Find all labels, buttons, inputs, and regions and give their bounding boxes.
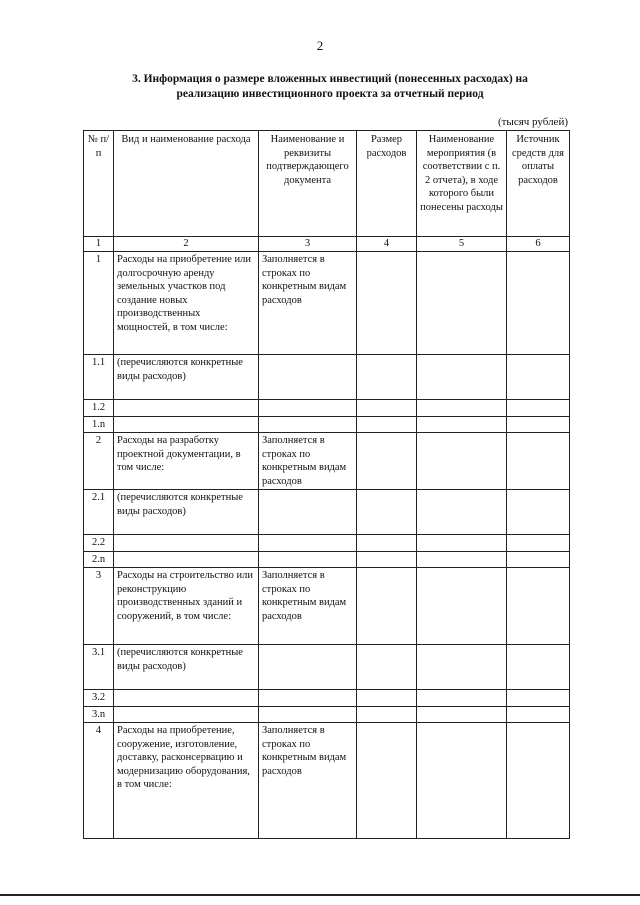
event-cell xyxy=(417,645,507,690)
document-cell xyxy=(259,706,357,723)
amount-cell xyxy=(357,416,417,433)
source-cell xyxy=(507,400,570,417)
amount-cell xyxy=(357,400,417,417)
expense-kind-cell: Расходы на приобретение или долгосрочную аренду земельных участков под создание новых производственных мощностей, в том числе: xyxy=(114,252,259,355)
source-cell xyxy=(507,433,570,490)
row-number-cell: 1.2 xyxy=(84,400,114,417)
section-title-line-2: реализацию инвестиционного проекта за отчетный период xyxy=(176,88,484,100)
expense-kind-cell: Расходы на строительство или реконструкцию производственных зданий и сооружений, в том числе: xyxy=(114,568,259,645)
source-cell xyxy=(507,490,570,535)
header-cell-source: Источник средств для оплаты расходов xyxy=(507,131,570,237)
document-cell: Заполняется в строках по конкретным видам расходов xyxy=(259,433,357,490)
source-cell xyxy=(507,252,570,355)
table-row xyxy=(84,706,570,723)
amount-cell xyxy=(357,355,417,400)
table-row xyxy=(84,723,570,839)
source-cell xyxy=(507,355,570,400)
table-row xyxy=(84,433,570,490)
table-row xyxy=(84,252,570,355)
investment-table xyxy=(83,130,570,839)
event-cell xyxy=(417,355,507,400)
row-number-cell: 1.n xyxy=(84,416,114,433)
expense-kind-cell: Расходы на разработку проектной документации, в том числе: xyxy=(114,433,259,490)
document-cell xyxy=(259,355,357,400)
event-cell xyxy=(417,535,507,552)
row-number-cell: 1.1 xyxy=(84,355,114,400)
amount-cell xyxy=(357,723,417,839)
source-cell xyxy=(507,535,570,552)
expense-kind-cell: (перечисляются конкретные виды расходов) xyxy=(114,645,259,690)
header-row xyxy=(84,131,570,237)
table-row xyxy=(84,355,570,400)
amount-cell xyxy=(357,568,417,645)
column-number-row xyxy=(84,237,570,252)
table-row xyxy=(84,416,570,433)
column-number: 3 xyxy=(259,237,357,252)
amount-cell xyxy=(357,706,417,723)
header-cell-kind: Вид и наименование расхода xyxy=(114,131,259,237)
event-cell xyxy=(417,568,507,645)
table-row xyxy=(84,568,570,645)
amount-cell xyxy=(357,645,417,690)
expense-kind-cell xyxy=(114,400,259,417)
bottom-rule xyxy=(0,894,640,896)
row-number-cell: 2.2 xyxy=(84,535,114,552)
document-cell: Заполняется в строках по конкретным видам расходов xyxy=(259,568,357,645)
document-cell xyxy=(259,400,357,417)
row-number-cell: 2.1 xyxy=(84,490,114,535)
table-body xyxy=(84,252,570,839)
expense-kind-cell xyxy=(114,551,259,568)
header-cell-event: Наименование мероприятия (в соответствии с п. 2 отчета), в ходе которого были понесены расходы xyxy=(417,131,507,237)
event-cell xyxy=(417,690,507,707)
document-cell xyxy=(259,645,357,690)
amount-cell xyxy=(357,690,417,707)
expense-kind-cell xyxy=(114,535,259,552)
column-number: 6 xyxy=(507,237,570,252)
source-cell xyxy=(507,690,570,707)
expense-kind-cell: (перечисляются конкретные виды расходов) xyxy=(114,355,259,400)
row-number-cell: 4 xyxy=(84,723,114,839)
document-cell xyxy=(259,690,357,707)
document-cell xyxy=(259,416,357,433)
document-cell xyxy=(259,490,357,535)
amount-cell xyxy=(357,433,417,490)
event-cell xyxy=(417,551,507,568)
column-number: 4 xyxy=(357,237,417,252)
row-number-cell: 3.n xyxy=(84,706,114,723)
source-cell xyxy=(507,551,570,568)
document-cell: Заполняется в строках по конкретным видам расходов xyxy=(259,252,357,355)
document-cell xyxy=(259,551,357,568)
expense-kind-cell: Расходы на приобретение, сооружение, изготовление, доставку, расконсервацию и модернизацию оборудования, в том числе: xyxy=(114,723,259,839)
event-cell xyxy=(417,706,507,723)
table-row xyxy=(84,535,570,552)
expense-kind-cell xyxy=(114,690,259,707)
table-row xyxy=(84,690,570,707)
event-cell xyxy=(417,416,507,433)
table-row xyxy=(84,645,570,690)
row-number-cell: 2 xyxy=(84,433,114,490)
amount-cell xyxy=(357,490,417,535)
source-cell xyxy=(507,723,570,839)
event-cell xyxy=(417,400,507,417)
source-cell xyxy=(507,568,570,645)
header-cell-document: Наименование и реквизиты подтверждающего документа xyxy=(259,131,357,237)
section-title-line-1: 3. Информация о размере вложенных инвестиций (понесенных расходах) на xyxy=(132,73,528,85)
amount-cell xyxy=(357,551,417,568)
row-number-cell: 1 xyxy=(84,252,114,355)
section-title xyxy=(90,72,570,102)
expense-kind-cell xyxy=(114,706,259,723)
expense-kind-cell xyxy=(114,416,259,433)
source-cell xyxy=(507,416,570,433)
event-cell xyxy=(417,252,507,355)
page-number: 2 xyxy=(316,38,324,53)
row-number-cell: 2.n xyxy=(84,551,114,568)
header-cell-number: № п/п xyxy=(84,131,114,237)
header-cell-amount: Размер расходов xyxy=(357,131,417,237)
event-cell xyxy=(417,433,507,490)
table-row xyxy=(84,551,570,568)
units-label: (тысяч рублей) xyxy=(497,116,568,128)
row-number-cell: 3.2 xyxy=(84,690,114,707)
amount-cell xyxy=(357,252,417,355)
column-number: 2 xyxy=(114,237,259,252)
document-cell: Заполняется в строках по конкретным видам расходов xyxy=(259,723,357,839)
event-cell xyxy=(417,490,507,535)
row-number-cell: 3.1 xyxy=(84,645,114,690)
column-number: 5 xyxy=(417,237,507,252)
event-cell xyxy=(417,723,507,839)
document-cell xyxy=(259,535,357,552)
amount-cell xyxy=(357,535,417,552)
row-number-cell: 3 xyxy=(84,568,114,645)
column-number: 1 xyxy=(84,237,114,252)
table-row xyxy=(84,400,570,417)
source-cell xyxy=(507,706,570,723)
source-cell xyxy=(507,645,570,690)
expense-kind-cell: (перечисляются конкретные виды расходов) xyxy=(114,490,259,535)
table-row xyxy=(84,490,570,535)
